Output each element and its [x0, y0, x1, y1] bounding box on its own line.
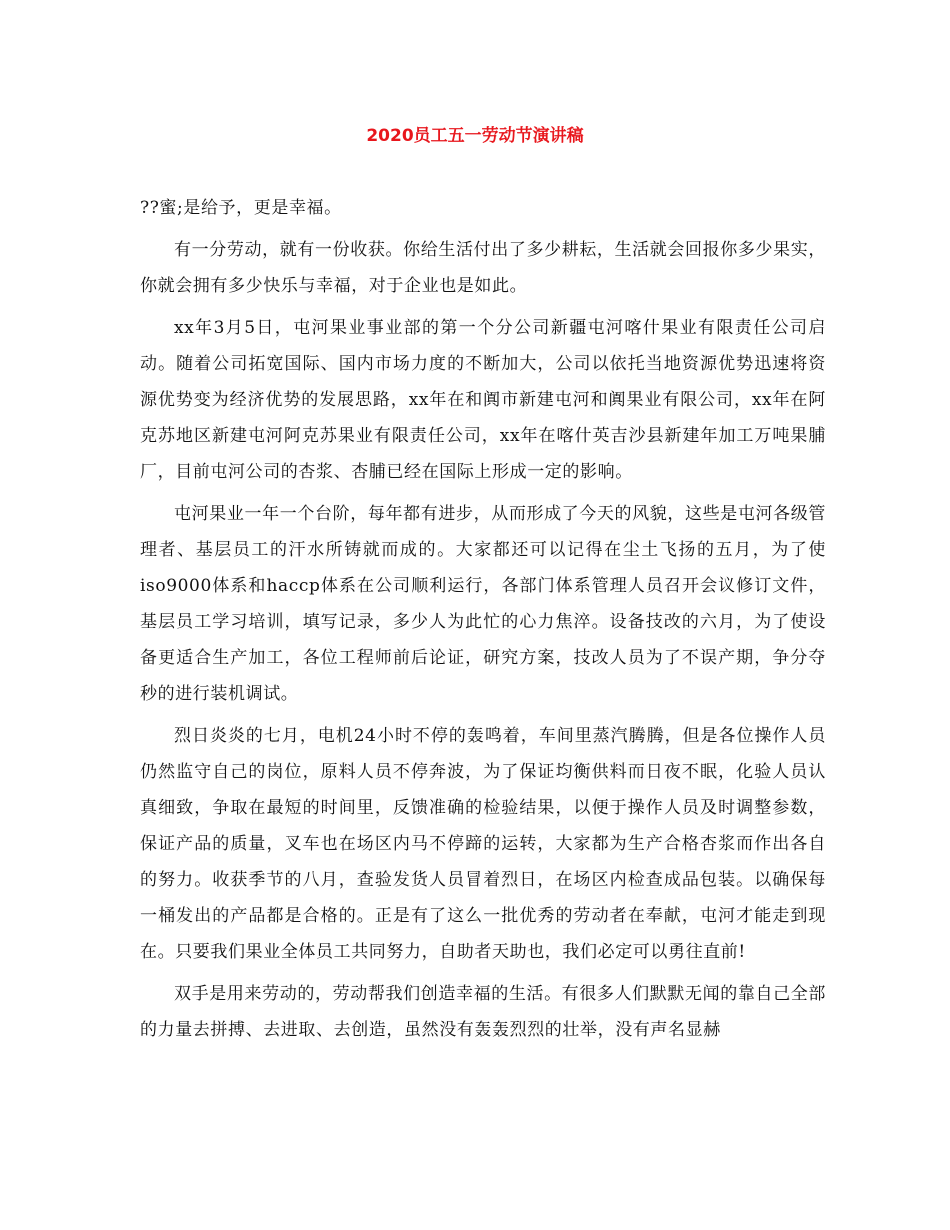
paragraph: 有一分劳动，就有一份收获。你给生活付出了多少耕耘，生活就会回报你多少果实，你就会拥有多少快乐与幸福，对于企业也是如此。: [140, 240, 826, 296]
document-title: 2020员工五一劳动节演讲稿: [366, 126, 584, 146]
document-body: [140, 190, 826, 1054]
paragraph: xx年3月5日，屯河果业事业部的第一个分公司新疆屯河喀什果业有限责任公司启动。随着公司拓宽国际、国内市场力度的不断加大，公司以依托当地资源优势迅速将资源优势变为经济优势的发展思路，xx年在和阗市新建屯河和阗果业有限公司，xx年在阿克苏地区新建屯河阿克苏果业有限责任公司，xx年在喀什英吉沙县新建年加工万吨果脯厂，目前屯河公司的杏浆、杏脯已经在国际上形成一定的影响。: [140, 318, 826, 482]
paragraph: ??蜜;是给予，更是幸福。: [140, 198, 342, 218]
paragraph: 双手是用来劳动的，劳动帮我们创造幸福的生活。有很多人们默默无闻的靠自己全部的力量去拼搏、去进取、去创造，虽然没有轰轰烈烈的壮举，没有声名显赫: [140, 984, 826, 1040]
paragraph: 烈日炎炎的七月，电机24小时不停的轰鸣着，车间里蒸汽腾腾，但是各位操作人员仍然监守自己的岗位，原料人员不停奔波，为了保证均衡供料而日夜不眠，化验人员认真细致，争取在最短的时间里，反馈准确的检验结果，以便于操作人员及时调整参数，保证产品的质量，叉车也在场区内马不停蹄的运转，大家都为生产合格杏浆而作出各自的努力。收获季节的八月，查验发货人员冒着烈日，在场区内检查成品包装。以确保每一桶发出的产品都是合格的。正是有了这么一批优秀的劳动者在奉献，屯河才能走到现在。只要我们果业全体员工共同努力，自助者天助也，我们必定可以勇往直前!: [140, 726, 826, 962]
paragraph: 屯河果业一年一个台阶，每年都有进步，从而形成了今天的风貌，这些是屯河各级管理者、基层员工的汗水所铸就而成的。大家都还可以记得在尘土飞扬的五月，为了使iso9000体系和haccp体系在公司顺利运行，各部门体系管理人员召开会议修订文件，基层员工学习培训，填写记录，多少人为此忙的心力焦淬。设备技改的六月，为了使设备更适合生产加工，各位工程师前后论证，研究方案，技改人员为了不误产期，争分夺秒的进行装机调试。: [140, 504, 826, 704]
